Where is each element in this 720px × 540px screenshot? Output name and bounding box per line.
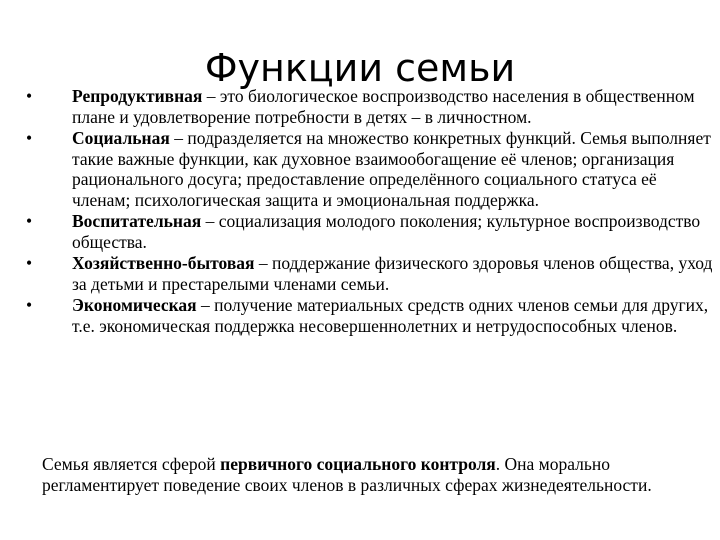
footer-bold-term: первичного социального контроля: [220, 454, 496, 474]
list-item-reproductive: [26, 86, 714, 127]
desc-reproductive: – это биологическое воспроизводство населения в общественном плане и удовлетворение потребности в детях – в личностном.: [72, 86, 695, 127]
functions-list: [26, 86, 714, 337]
bullet-icon: •: [26, 128, 33, 148]
list-item-social: [26, 128, 714, 210]
term-household: Хозяйственно-бытовая: [72, 253, 255, 273]
list-item-economic: [26, 295, 714, 336]
bullet-icon: •: [26, 211, 33, 231]
desc-household: – поддержание физического здоровья членов общества, уход за детьми и престарелыми членами семьи.: [72, 253, 713, 294]
term-social: Социальная: [72, 128, 170, 148]
list-item-educational: [26, 211, 714, 252]
footer-paragraph: [42, 454, 714, 495]
desc-economic: – получение материальных средств одних членов семьи для других, т.е. экономическая поддержка несовершеннолетних и нетрудоспособных членов.: [72, 295, 709, 336]
bullet-icon: •: [26, 86, 33, 106]
bullet-icon: •: [26, 253, 33, 273]
bullet-icon: •: [26, 295, 33, 315]
footer-text-before: Семья является сферой: [42, 454, 221, 474]
term-reproductive: Репродуктивная: [72, 86, 203, 106]
slide-title: Функции семьи: [204, 46, 516, 90]
term-educational: Воспитательная: [72, 211, 202, 231]
desc-educational: – социализация молодого поколения; культурное воспроизводство общества.: [72, 211, 701, 252]
footer-text-after: . Она морально регламентирует поведение своих членов в различных сферах жизнедеятельности.: [42, 454, 652, 495]
list-item-household: [26, 253, 714, 294]
term-economic: Экономическая: [72, 295, 197, 315]
desc-social: – подразделяется на множество конкретных функций. Семья выполняет такие важные функции, как духовное взаимообогащение её членов; организация рационального досуга; предоставление определённого социального статуса её членам; психологическая защита и эмоциональная поддержка.: [72, 128, 711, 210]
